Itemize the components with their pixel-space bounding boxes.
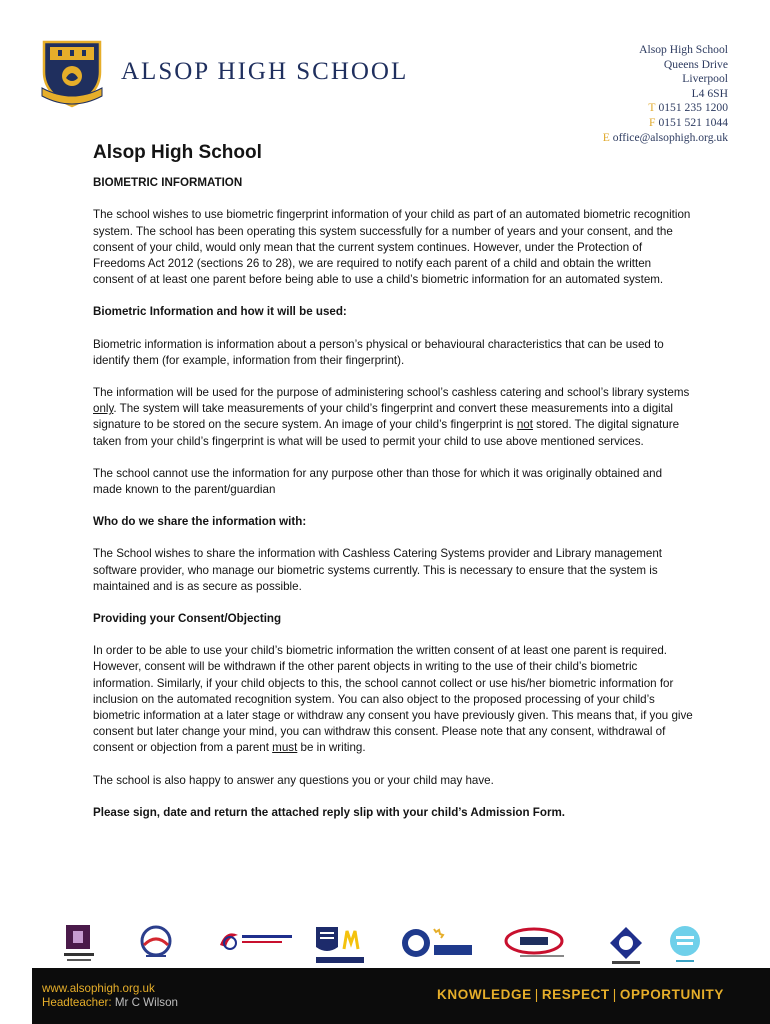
- healthy-schools-logo: [668, 925, 702, 965]
- email-address[interactable]: office@alsophigh.org.uk: [612, 130, 728, 144]
- school-motto: [437, 987, 724, 1002]
- paragraph-sharing: The School wishes to share the information with Cashless Catering Systems provider and Library management software provider, who manage our biometric systems currently. This is necessary to ensure that the system is maintained and is as secure as possible.: [93, 547, 663, 593]
- letter-body: [93, 142, 693, 837]
- paragraph-consent: [93, 643, 693, 756]
- emphasis-only: only: [93, 402, 114, 416]
- letterhead: [0, 0, 770, 150]
- emphasis-not: not: [516, 418, 533, 432]
- address-line: L4 6SH: [691, 86, 728, 100]
- closing-instruction: Please sign, date and return the attached reply slip with your child’s Admission Form.: [93, 805, 566, 819]
- accreditation-logos: [60, 925, 720, 967]
- specialist-school-logo: [64, 925, 94, 965]
- motto-separator: |: [534, 987, 539, 1002]
- school-achievement-award-logo: [216, 925, 296, 955]
- cei-logo: [504, 925, 580, 961]
- text-run: be in writing.: [297, 741, 366, 755]
- motto-knowledge: KNOWLEDGE: [437, 987, 532, 1002]
- career-mark-logo: [138, 925, 174, 959]
- section-heading-usage: Biometric Information and how it will be used:: [93, 305, 347, 319]
- motto-opportunity: OPPORTUNITY: [619, 987, 724, 1002]
- motto-separator: |: [612, 987, 617, 1002]
- text-run: In order to be able to use your child’s biometric information the written consent of at least one parent is required. However, consent will be withdrawn if the other parent objects in writing to the use of their child’s biometric information. Similarly, if your child objects to this, the school cannot collect or use his/her biometric information for inclusion on the automated recognition system. You can also object to the proposed processing of your child’s biometric information at a later stage or withdraw any consent you have previously given. This means that, if you give consent but later change your mind, you can withdraw this consent. Please note that any consent, withdrawal of consent or objection from a parent: [93, 644, 693, 755]
- headteacher-line: [42, 996, 178, 1010]
- fax-label: F: [648, 115, 656, 129]
- document-subtitle: BIOMETRIC INFORMATION: [93, 176, 243, 190]
- email-label: E: [602, 130, 610, 144]
- intro-paragraph: The school wishes to use biometric fingerprint information of your child as part of an automated biometric recognition system. The school has been operating this system successfully for a number of years and your consent, and the consent of your child, would only mean that the current system continues. However, under the Protection of Freedoms Act 2012 (sections 26 to 28), we are required to notify each parent of a child and obtain the written consent of at least one parent before being able to use a child’s biometric information for an automated system.: [93, 208, 691, 287]
- headteacher-name: Mr C Wilson: [114, 996, 178, 1009]
- technology-colleges-logo: [608, 925, 644, 965]
- text-run: The information will be used for the purpose of administering school’s cashless catering and school’s library systems: [93, 386, 690, 400]
- headteacher-label: Headteacher:: [42, 996, 112, 1009]
- footer-bar: [32, 968, 770, 1024]
- paragraph-purpose: [93, 385, 693, 450]
- phone-number: 0151 235 1200: [658, 101, 728, 115]
- fax-line: [603, 116, 728, 131]
- ceg-award-logo: [400, 925, 476, 961]
- paragraph-restriction: The school cannot use the information for any purpose other than those for which it was originally obtained and made known to the parent/guardian: [93, 466, 663, 497]
- phone-line: [603, 101, 728, 116]
- email-line: [603, 131, 728, 146]
- school-address: [603, 43, 728, 145]
- document-title: Alsop High School: [93, 142, 262, 163]
- section-heading-sharing: Who do we share the information with:: [93, 515, 307, 529]
- emphasis-must: must: [272, 741, 298, 755]
- address-line: Queens Drive: [663, 57, 728, 71]
- address-line: Liverpool: [682, 72, 728, 86]
- address-line: Alsop High School: [639, 43, 728, 56]
- section-heading-consent: Providing your Consent/Objecting: [93, 612, 282, 626]
- phone-label: T: [648, 101, 656, 115]
- paragraph-questions: The school is also happy to answer any questions you or your child may have.: [93, 773, 494, 787]
- fax-number: 0151 521 1044: [658, 115, 728, 129]
- text-run: . The system will take measurements of your child’s fingerprint and convert these measurements into a digital signature to be stored on the secure system. An image of your child’s fingerprint is: [93, 402, 673, 432]
- website-link[interactable]: www.alsophigh.org.uk: [42, 982, 155, 995]
- text-run: stored. The digital signature taken from your child’s fingerprint is what will be used to permit your child to use above mentioned services.: [93, 418, 680, 448]
- paragraph-definition: Biometric information is information about a person’s physical or behavioural characteristics that can be used to identify them (for example, information from their fingerprint).: [93, 337, 664, 367]
- school-name: ALSOP HIGH SCHOOL: [121, 58, 409, 85]
- school-crest-icon: [38, 38, 106, 108]
- motto-respect: RESPECT: [541, 987, 610, 1002]
- fa-mcdonalds-charter-logo: [314, 925, 370, 965]
